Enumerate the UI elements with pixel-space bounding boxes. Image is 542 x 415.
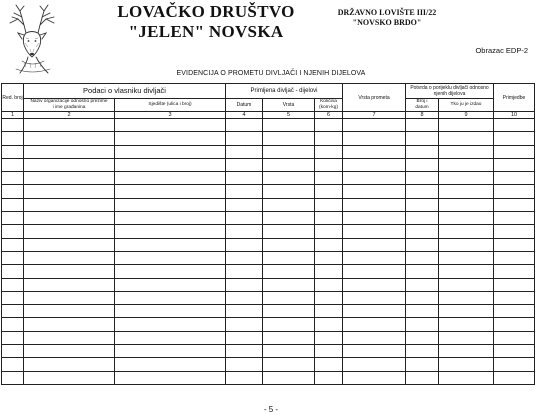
entry-cell — [2, 305, 24, 318]
entry-cell — [494, 358, 535, 371]
entry-cell — [2, 345, 24, 358]
entry-cell — [263, 198, 315, 211]
entry-cell — [494, 198, 535, 211]
entry-cell — [115, 278, 226, 291]
table-row — [2, 212, 535, 225]
entry-cell — [406, 265, 439, 278]
entry-cell — [115, 251, 226, 264]
entry-cell — [494, 185, 535, 198]
table-row — [2, 278, 535, 291]
entry-cell — [2, 371, 24, 384]
entry-cell — [115, 158, 226, 171]
entry-cell — [439, 172, 494, 185]
entry-cell — [439, 291, 494, 304]
entry-cell — [226, 371, 263, 384]
entry-cell — [115, 225, 226, 238]
col-header-org-name: Naziv organizacije odnosno prezime i ime građanina — [24, 99, 115, 112]
entry-cell — [406, 212, 439, 225]
entry-cell — [315, 305, 343, 318]
entry-cell — [226, 278, 263, 291]
entry-cell — [343, 358, 406, 371]
entry-cell — [2, 238, 24, 251]
col-header-traffic-kind: Vrsta prometa — [343, 84, 406, 112]
entry-cell — [263, 291, 315, 304]
entry-cell — [2, 185, 24, 198]
column-number-cell: 1 — [2, 112, 24, 119]
entry-cell — [494, 225, 535, 238]
entry-cell — [24, 145, 115, 158]
table-row — [2, 225, 535, 238]
entry-cell — [263, 145, 315, 158]
entry-cell — [439, 158, 494, 171]
entry-cell — [263, 265, 315, 278]
entry-cell — [263, 251, 315, 264]
entry-cell — [226, 225, 263, 238]
entry-cell — [439, 132, 494, 145]
entry-cell — [406, 305, 439, 318]
column-number-cell: 3 — [115, 112, 226, 119]
entry-cell — [226, 212, 263, 225]
entry-cell — [263, 158, 315, 171]
entry-cell — [24, 291, 115, 304]
entry-cell — [343, 119, 406, 132]
entry-cell — [406, 358, 439, 371]
column-number-cell: 7 — [343, 112, 406, 119]
entry-cell — [343, 158, 406, 171]
entry-cell — [343, 225, 406, 238]
entry-cell — [406, 132, 439, 145]
entry-cell — [2, 198, 24, 211]
column-number-cell: 6 — [315, 112, 343, 119]
entry-cell — [343, 238, 406, 251]
entry-cell — [315, 185, 343, 198]
column-number-cell: 10 — [494, 112, 535, 119]
entry-cell — [24, 172, 115, 185]
col-header-seat: Sjedište (ulica i broj) — [115, 99, 226, 112]
entry-cell — [263, 132, 315, 145]
entry-cell — [439, 345, 494, 358]
column-number-cell: 8 — [406, 112, 439, 119]
entry-cell — [406, 291, 439, 304]
entry-cell — [115, 212, 226, 225]
entry-cell — [24, 345, 115, 358]
entry-cell — [115, 265, 226, 278]
entry-cell — [315, 371, 343, 384]
entry-cell — [439, 358, 494, 371]
entry-cell — [24, 305, 115, 318]
entry-cell — [343, 291, 406, 304]
entry-cell — [24, 132, 115, 145]
column-number-cell: 9 — [439, 112, 494, 119]
entry-cell — [2, 358, 24, 371]
table-row — [2, 345, 535, 358]
col-header-date: Datum — [226, 99, 263, 112]
table-row — [2, 251, 535, 264]
entry-cell — [315, 318, 343, 331]
entry-cell — [24, 212, 115, 225]
entry-cell — [24, 238, 115, 251]
entry-cell — [343, 251, 406, 264]
entry-cell — [263, 318, 315, 331]
table-row — [2, 331, 535, 344]
entry-cell — [315, 358, 343, 371]
entry-cell — [115, 358, 226, 371]
table-row — [2, 172, 535, 185]
table-row — [2, 158, 535, 171]
col-header-kind: Vrsta — [263, 99, 315, 112]
entry-cell — [315, 172, 343, 185]
entry-cell — [115, 198, 226, 211]
entry-cell — [24, 185, 115, 198]
entry-cell — [343, 185, 406, 198]
table-row — [2, 119, 535, 132]
entry-cell — [226, 331, 263, 344]
entry-cell — [263, 371, 315, 384]
entry-cell — [439, 251, 494, 264]
entry-cell — [494, 305, 535, 318]
entry-cell — [439, 212, 494, 225]
entry-cell — [494, 345, 535, 358]
entry-cell — [315, 198, 343, 211]
entry-cell — [2, 265, 24, 278]
entry-cell — [494, 132, 535, 145]
entry-cell — [2, 145, 24, 158]
entry-cell — [439, 331, 494, 344]
entry-cell — [406, 145, 439, 158]
entry-cell — [2, 225, 24, 238]
entry-cell — [406, 119, 439, 132]
club-name-line1: LOVAČKO DRUŠTVO — [117, 2, 295, 21]
entry-cell — [406, 198, 439, 211]
entry-cell — [494, 265, 535, 278]
entry-cell — [406, 331, 439, 344]
table-row — [2, 371, 535, 384]
register-table-body — [2, 119, 535, 385]
group-header-owner: Podaci o vlasniku divljači — [24, 84, 226, 99]
entry-cell — [439, 371, 494, 384]
entry-cell — [2, 278, 24, 291]
entry-cell — [263, 119, 315, 132]
page-number: - 5 - — [263, 405, 279, 414]
entry-cell — [343, 331, 406, 344]
entry-cell — [226, 238, 263, 251]
entry-cell — [315, 265, 343, 278]
entry-cell — [2, 119, 24, 132]
entry-cell — [494, 145, 535, 158]
table-row — [2, 132, 535, 145]
entry-cell — [263, 358, 315, 371]
entry-cell — [494, 371, 535, 384]
table-row — [2, 291, 535, 304]
table-row — [2, 185, 535, 198]
entry-cell — [2, 212, 24, 225]
entry-cell — [343, 371, 406, 384]
deer-head-icon — [4, 3, 62, 75]
entry-cell — [24, 371, 115, 384]
col-header-no-date: Broj i datum — [406, 99, 439, 112]
table-row — [2, 238, 535, 251]
entry-cell — [315, 278, 343, 291]
entry-cell — [115, 291, 226, 304]
entry-cell — [439, 265, 494, 278]
entry-cell — [2, 331, 24, 344]
entry-cell — [115, 318, 226, 331]
hunting-ground-line2: "NOVSKO BRDO" — [352, 18, 422, 27]
entry-cell — [115, 145, 226, 158]
entry-cell — [263, 331, 315, 344]
entry-cell — [24, 358, 115, 371]
entry-cell — [115, 345, 226, 358]
table-row — [2, 318, 535, 331]
entry-cell — [2, 291, 24, 304]
entry-cell — [406, 278, 439, 291]
column-number-row — [2, 112, 535, 119]
entry-cell — [343, 212, 406, 225]
entry-cell — [226, 318, 263, 331]
entry-cell — [24, 158, 115, 171]
entry-cell — [226, 251, 263, 264]
entry-cell — [494, 331, 535, 344]
entry-cell — [24, 198, 115, 211]
entry-cell — [263, 212, 315, 225]
club-name-line2: "JELEN" NOVSKA — [128, 22, 284, 41]
entry-cell — [315, 291, 343, 304]
entry-cell — [439, 185, 494, 198]
entry-cell — [263, 305, 315, 318]
group-header-confirmation: Potvrda o porijeklu divljači odnosno njenih dijelova — [406, 84, 494, 99]
entry-cell — [115, 185, 226, 198]
entry-cell — [24, 225, 115, 238]
entry-cell — [315, 119, 343, 132]
entry-cell — [343, 318, 406, 331]
entry-cell — [494, 238, 535, 251]
entry-cell — [315, 238, 343, 251]
entry-cell — [439, 278, 494, 291]
entry-cell — [494, 119, 535, 132]
entry-cell — [226, 185, 263, 198]
entry-cell — [226, 305, 263, 318]
entry-cell — [24, 251, 115, 264]
col-header-issued-by: Tko ju je izdao — [439, 99, 494, 112]
entry-cell — [406, 225, 439, 238]
entry-cell — [439, 225, 494, 238]
entry-cell — [226, 132, 263, 145]
column-number-cell: 5 — [263, 112, 315, 119]
entry-cell — [315, 132, 343, 145]
entry-cell — [406, 185, 439, 198]
entry-cell — [315, 331, 343, 344]
entry-cell — [226, 345, 263, 358]
entry-cell — [24, 331, 115, 344]
entry-cell — [2, 172, 24, 185]
table-row — [2, 198, 535, 211]
entry-cell — [24, 265, 115, 278]
entry-cell — [494, 158, 535, 171]
entry-cell — [439, 305, 494, 318]
entry-cell — [226, 172, 263, 185]
entry-cell — [343, 305, 406, 318]
table-row — [2, 145, 535, 158]
entry-cell — [439, 119, 494, 132]
entry-cell — [226, 198, 263, 211]
entry-cell — [2, 158, 24, 171]
entry-cell — [494, 318, 535, 331]
entry-cell — [115, 305, 226, 318]
table-row — [2, 358, 535, 371]
entry-cell — [343, 145, 406, 158]
entry-cell — [315, 251, 343, 264]
hunting-ground-name — [312, 8, 462, 28]
entry-cell — [406, 238, 439, 251]
form-code: Obrazac EDP-2 — [475, 46, 528, 55]
entry-cell — [315, 345, 343, 358]
entry-cell — [263, 225, 315, 238]
entry-cell — [343, 278, 406, 291]
entry-cell — [226, 119, 263, 132]
entry-cell — [343, 132, 406, 145]
entry-cell — [115, 331, 226, 344]
entry-cell — [406, 172, 439, 185]
entry-cell — [439, 145, 494, 158]
entry-cell — [406, 251, 439, 264]
entry-cell — [406, 158, 439, 171]
entry-cell — [343, 172, 406, 185]
entry-cell — [2, 132, 24, 145]
entry-cell — [2, 318, 24, 331]
entry-cell — [2, 251, 24, 264]
col-header-remarks: Primjedbe — [494, 84, 535, 112]
entry-cell — [263, 238, 315, 251]
entry-cell — [494, 172, 535, 185]
entry-cell — [115, 119, 226, 132]
entry-cell — [494, 212, 535, 225]
entry-cell — [406, 371, 439, 384]
entry-cell — [494, 291, 535, 304]
entry-cell — [315, 212, 343, 225]
entry-cell — [406, 318, 439, 331]
entry-cell — [115, 238, 226, 251]
entry-cell — [343, 345, 406, 358]
entry-cell — [226, 145, 263, 158]
entry-cell — [494, 251, 535, 264]
entry-cell — [115, 172, 226, 185]
entry-cell — [263, 345, 315, 358]
col-header-row-no: Red. broj — [2, 84, 24, 112]
entry-cell — [226, 358, 263, 371]
entry-cell — [115, 371, 226, 384]
entry-cell — [439, 198, 494, 211]
hunting-ground-line1: DRŽAVNO LOVIŠTE III/22 — [337, 8, 437, 17]
entry-cell — [315, 225, 343, 238]
entry-cell — [263, 278, 315, 291]
entry-cell — [343, 265, 406, 278]
col-header-quantity: Količina (kom-kg) — [315, 99, 343, 112]
entry-cell — [315, 158, 343, 171]
entry-cell — [115, 132, 226, 145]
entry-cell — [226, 291, 263, 304]
entry-cell — [24, 318, 115, 331]
table-row — [2, 305, 535, 318]
entry-cell — [226, 265, 263, 278]
entry-cell — [226, 158, 263, 171]
group-header-received: Primljena divljač - dijelovi — [226, 84, 343, 99]
club-name — [96, 2, 316, 42]
entry-cell — [24, 119, 115, 132]
entry-cell — [315, 145, 343, 158]
entry-cell — [439, 238, 494, 251]
entry-cell — [439, 318, 494, 331]
entry-cell — [343, 198, 406, 211]
entry-cell — [24, 278, 115, 291]
entry-cell — [494, 278, 535, 291]
column-number-cell: 2 — [24, 112, 115, 119]
entry-cell — [406, 345, 439, 358]
entry-cell — [263, 172, 315, 185]
document-title: EVIDENCIJA O PROMETU DIVLJAČI I NJENIH DIJELOVA — [176, 70, 366, 77]
entry-cell — [263, 185, 315, 198]
register-table — [1, 83, 535, 385]
table-row — [2, 265, 535, 278]
column-number-cell: 4 — [226, 112, 263, 119]
